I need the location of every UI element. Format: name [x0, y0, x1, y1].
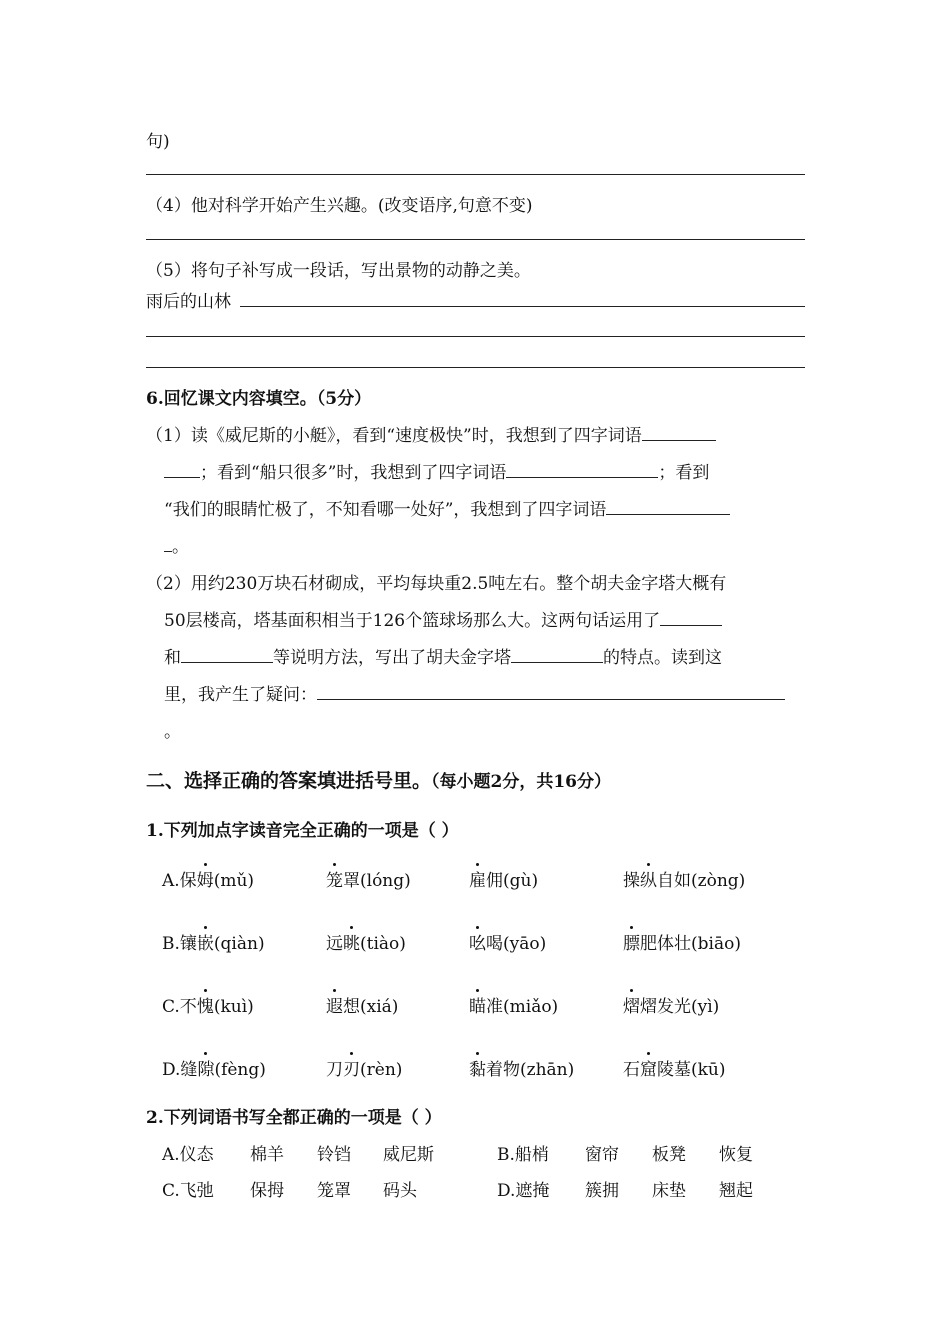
q6-p2-line4: [164, 680, 785, 705]
mc2-word: 威尼斯: [383, 1145, 434, 1165]
answer-line[interactable]: [146, 336, 805, 337]
q6-p1-end: 。: [172, 537, 189, 557]
option-text: A.保: [162, 871, 197, 891]
mc2-word: D.遮掩: [497, 1181, 550, 1201]
mc1-option: [162, 929, 265, 954]
mc2-word: 保拇: [250, 1181, 284, 1201]
mc2-word: 恢复: [719, 1145, 753, 1165]
q6-p1-text-c: ；看到: [658, 463, 710, 483]
option-text: C.不: [162, 997, 197, 1017]
mc1-question: 1.下列加点字读音完全正确的一项是（ ）: [146, 821, 459, 841]
option-text: 陵墓(kū): [657, 1060, 726, 1080]
option-text: B.镶: [162, 934, 197, 954]
dotted-character: 瞄: [469, 997, 486, 1017]
fill-blank[interactable]: [181, 644, 273, 663]
mc1-option: [162, 992, 254, 1017]
mc1-option: [326, 866, 411, 891]
mc2-question: 2.下列词语书写全都正确的一项是（ ）: [146, 1108, 442, 1128]
q6-title: 6.回忆课文内容填空。（5分）: [146, 389, 372, 409]
dotted-character: 纵: [640, 871, 657, 891]
mc2-word: 板凳: [652, 1145, 686, 1165]
dotted-character: 姆: [196, 871, 214, 891]
q6-p2-end: 。: [164, 722, 181, 742]
mc2-word: 码头: [383, 1181, 417, 1201]
mc1-option: [326, 1055, 402, 1080]
dotted-character: 笼: [326, 871, 343, 891]
option-text: (kuì): [213, 997, 254, 1017]
dotted-character: 眺: [343, 934, 360, 954]
dotted-character: 膘: [623, 934, 640, 954]
mc1-option: [623, 929, 741, 954]
mc2-word: B.船梢: [497, 1145, 549, 1165]
option-text: 想(xiá): [343, 997, 399, 1017]
dotted-character: 雇: [469, 871, 486, 891]
mc2-word: 簇拥: [585, 1181, 619, 1201]
option-text: (rèn): [360, 1060, 403, 1080]
q6-p1-text-b: ；看到“船只很多”时，我想到了四字词语: [200, 463, 507, 483]
fill-blank[interactable]: [511, 644, 603, 663]
option-text: 准(miǎo): [486, 997, 559, 1017]
q6-p2-text-c3: 的特点。读到这: [603, 648, 722, 668]
dotted-character: 刃: [343, 1060, 360, 1080]
mc1-option: [623, 992, 719, 1017]
mc2-word: 窗帘: [585, 1145, 619, 1165]
option-text: 远: [326, 934, 343, 954]
fill-blank[interactable]: [606, 496, 730, 515]
mc1-option: [326, 929, 406, 954]
q6-p2-line2: [164, 606, 722, 631]
answer-line[interactable]: [146, 239, 805, 240]
option-text: 操: [623, 871, 640, 891]
dotted-character: 愧: [196, 997, 214, 1017]
mc2-word: 床垫: [652, 1181, 686, 1201]
mc1-option: [469, 992, 558, 1017]
q5-item4: （4）他对科学开始产生兴趣。(改变语序,句意不变): [146, 196, 533, 216]
option-text: 自如(zòng): [657, 871, 746, 891]
mc1-option: [469, 866, 538, 891]
fill-blank[interactable]: [642, 422, 716, 441]
mc2-word: C.飞弛: [162, 1181, 214, 1201]
fill-blank[interactable]: [317, 681, 785, 700]
option-text: 石: [623, 1060, 640, 1080]
mc1-option: [469, 929, 546, 954]
dotted-character: 嵌: [196, 934, 214, 954]
q6-p1-text-d: “我们的眼睛忙极了，不知看哪一处好”，我想到了四字词语: [164, 500, 607, 520]
q6-p2-text-c1: 和: [164, 648, 181, 668]
fill-blank[interactable]: [164, 459, 200, 478]
q6-p1-line1: [146, 421, 716, 446]
q6-p2-text-b: 50层楼高，塔基面积相当于126个篮球场那么大。这两句话运用了: [164, 611, 661, 631]
q6-p1-line2: [164, 458, 709, 483]
fill-blank[interactable]: [660, 607, 722, 626]
section2-title: 二、选择正确的答案填进括号里。: [146, 770, 432, 792]
option-text: 罩(lóng): [343, 871, 411, 891]
dotted-character: 黏: [469, 1060, 486, 1080]
option-text: 喝(yāo): [486, 934, 547, 954]
q6-p2-text-c2: 等说明方法，写出了胡夫金字塔: [273, 648, 511, 668]
section2-heading: [146, 766, 611, 793]
q6-p2-line1: （2）用约230万块石材砌成，平均每块重2.5吨左右。整个胡夫金字塔大概有: [146, 574, 727, 594]
dotted-character: 窟: [640, 1060, 657, 1080]
mc2-word: 笼罩: [317, 1181, 351, 1201]
option-text: (qiàn): [213, 934, 265, 954]
mc1-option: [469, 1055, 574, 1080]
q6-p2-line3: [164, 643, 722, 668]
fill-blank[interactable]: [164, 533, 172, 552]
section2-score: （每小题2分，共16分）: [431, 772, 612, 792]
mc1-option: [623, 1055, 726, 1080]
q5-item5: （5）将句子补写成一段话，写出景物的动静之美。: [146, 261, 531, 281]
option-text: 肥体壮(biāo): [640, 934, 741, 954]
answer-line[interactable]: [146, 174, 805, 175]
q6-p1-text-a: （1）读《威尼斯的小艇》，看到“速度极快”时，我想到了四字词语: [146, 426, 642, 446]
q6-p2-text-d: 里，我产生了疑问：: [164, 685, 317, 705]
dotted-character: 吆: [469, 934, 486, 954]
option-text: D.缝: [162, 1060, 198, 1080]
q6-p1-line4: [164, 532, 189, 557]
option-text: (fèng): [214, 1060, 266, 1080]
mc1-option: [623, 866, 745, 891]
dotted-character: 隙: [197, 1060, 215, 1080]
option-text: (tiào): [360, 934, 406, 954]
option-text: 佣(gù): [486, 871, 539, 891]
mc2-word: 棉羊: [250, 1145, 284, 1165]
fill-blank[interactable]: [506, 459, 658, 478]
mc2-word: 铃铛: [317, 1145, 351, 1165]
option-text: 熠发光(yì): [640, 997, 720, 1017]
mc2-word: A.仪态: [162, 1145, 214, 1165]
option-text: (mǔ): [213, 871, 255, 891]
mc1-option: [326, 992, 398, 1017]
mc1-option: [162, 1055, 266, 1080]
option-text: 刀: [326, 1060, 343, 1080]
option-text: 着物(zhān): [486, 1060, 575, 1080]
answer-line[interactable]: [146, 367, 805, 368]
q5-item5-prefix: 雨后的山林: [146, 292, 231, 312]
dotted-character: 熠: [623, 997, 640, 1017]
answer-line[interactable]: [240, 306, 805, 307]
dotted-character: 遐: [326, 997, 343, 1017]
q5-tail: 句): [146, 132, 170, 152]
mc1-option: [162, 866, 254, 891]
mc2-word: 翘起: [719, 1181, 753, 1201]
q6-p1-line3: [164, 495, 730, 520]
